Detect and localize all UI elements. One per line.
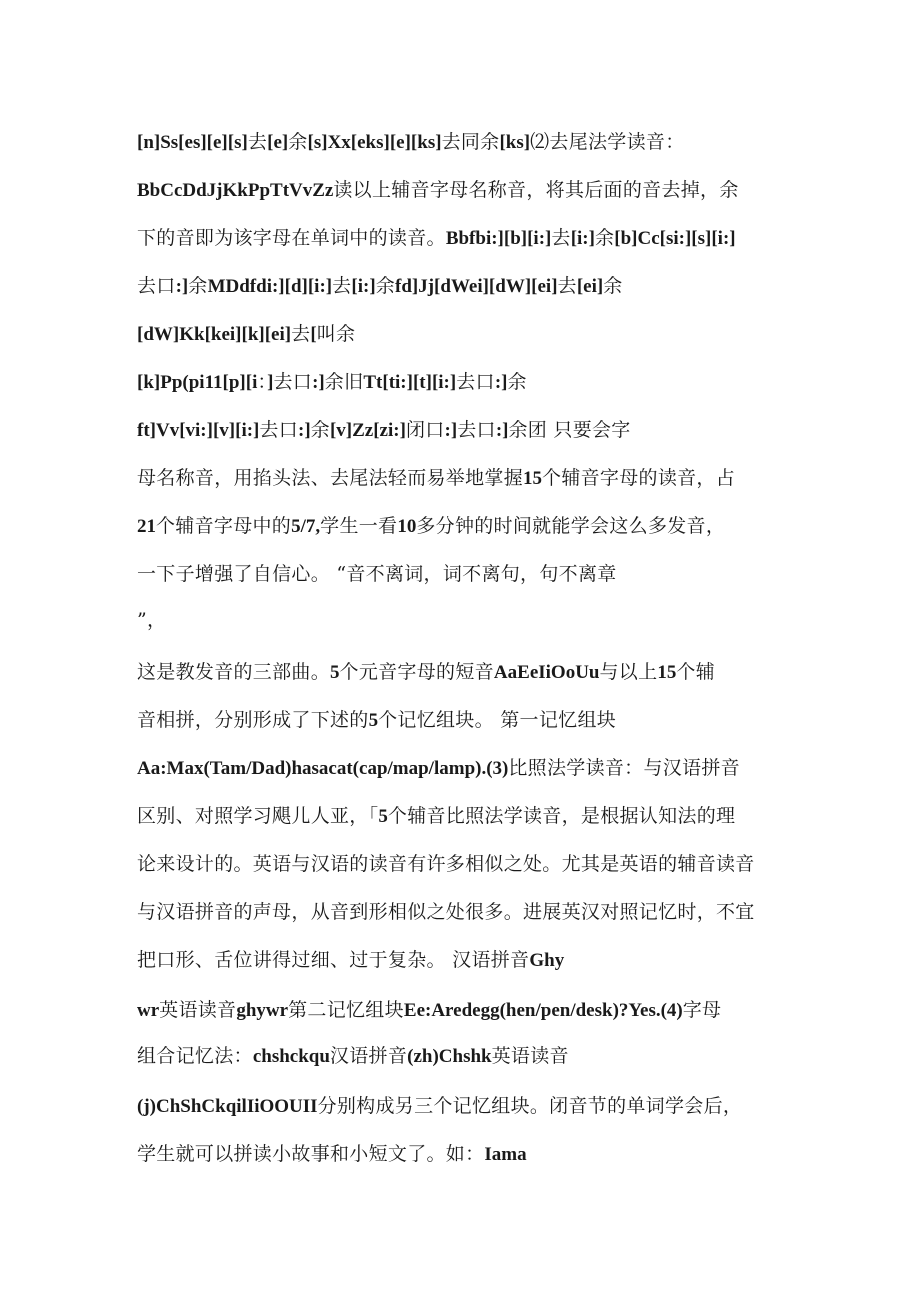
latin-run: 21	[137, 516, 156, 537]
latin-run: :]	[312, 372, 325, 393]
text-line: [dW]Kk[kei][k][ei]去[叫余	[137, 323, 356, 345]
text-line: 与汉语拼音的声母，从音到形相似之处很多。进展英汉对照记忆时，不宜	[137, 901, 755, 923]
latin-run: 15	[523, 468, 543, 489]
latin-run: [	[310, 324, 317, 345]
latin-run: BbCcDdJjKkPpTtVvZz	[137, 180, 334, 201]
latin-run: [i:]	[351, 276, 376, 297]
text-line: Aa:Max(Tam/Dad)hasacat(cap/map/lamp).(3)比照法学读音：与汉语拼音	[137, 757, 740, 779]
text-line: 下的音即为该字母在单词中的读音。Bbfbi:][b][i:]去[i:]余[b]Cc[si:][s][i:]	[137, 227, 736, 249]
latin-run: :]	[495, 420, 509, 441]
latin-run: Tt[ti:][t][i:]	[363, 372, 457, 393]
latin-run: [n]Ss[es][e][s]	[137, 132, 248, 153]
latin-run: ghywr	[236, 1000, 289, 1021]
latin-run: [v]Zz[zi:]	[329, 420, 406, 441]
text-line: [k]Pp(pi11[p][i：]去口:]余旧Tt[ti:][t][i:]去口:]余	[137, 371, 527, 393]
latin-run: 10	[397, 516, 417, 537]
text-line: 论来设计的。英语与汉语的读音有许多相似之处。尤其是英语的辅音读音	[137, 853, 755, 875]
latin-run: ]	[267, 372, 274, 393]
latin-run: :]	[298, 420, 311, 441]
latin-run: ft]Vv[vi:][v][i:]	[137, 420, 260, 441]
text-line: (j)ChShCkqilIiOOUII分别构成另三个记忆组块。闭音节的单词学会后，	[137, 1095, 743, 1117]
latin-run: [ei]	[576, 276, 604, 297]
latin-run: [dW]Kk[kei][k][ei]	[137, 324, 292, 345]
latin-run: :]	[494, 372, 508, 393]
text-line: 把口形、舌位讲得过细、过于复杂。 汉语拼音Ghy	[137, 949, 565, 971]
latin-run: [s]Xx[eks][e][ks]	[307, 132, 442, 153]
text-line: [n]Ss[es][e][s]去[e]余[s]Xx[eks][e][ks]去同余[ks]⑵去尾法学读音：	[137, 131, 685, 153]
latin-run: 5/7,	[291, 516, 321, 537]
latin-run: Aa:Max(Tam/Dad)hasacat(cap/map/lamp).(3)	[137, 758, 509, 779]
latin-run: [b]Cc[si:][s][i:]	[614, 228, 736, 249]
latin-run: Bbfbi:][b][i:]	[445, 228, 552, 249]
latin-run: (j)ChShCkqilIiOOUII	[137, 1096, 318, 1117]
text-line: 21个辅音字母中的5/7,学生一看10多分钟的时间就能学会这么多发音，	[137, 515, 726, 537]
latin-run: [i:]	[570, 228, 595, 249]
latin-run: :]	[444, 420, 458, 441]
text-line: wr英语读音ghywr第二记忆组块Ee:Aredegg(hen/pen/desk)?Yes.(4)字母	[137, 999, 722, 1021]
latin-run: :]	[175, 276, 189, 297]
latin-run: chshckqu	[252, 1046, 330, 1067]
latin-run: Ghy	[529, 950, 565, 971]
text-line: BbCcDdJjKkPpTtVvZz读以上辅音字母名称音，将其后面的音去掉，余	[137, 179, 739, 201]
latin-run: (zh)Chshk	[407, 1046, 492, 1067]
latin-run: [k]Pp(pi11[p][i	[137, 372, 258, 393]
text-line: 这是教发音的三部曲。5个元音字母的短音AaEeIiOoUu与以上15个辅	[137, 661, 716, 683]
latin-run: [e]	[267, 132, 289, 153]
latin-run: [ks]	[499, 132, 531, 153]
latin-run: 5	[330, 662, 340, 683]
text-line: 音相拼，分别形成了下述的5个记忆组块。 第一记忆组块	[137, 709, 617, 731]
latin-run: 15	[657, 662, 677, 683]
latin-run: 5	[368, 710, 379, 731]
latin-run: MDdfdi:][d][i:]	[207, 276, 333, 297]
text-line: 区别、对照学习飓儿人亚，「5个辅音比照法学读音，是根据认知法的理	[137, 805, 736, 827]
text-line: 母名称音，用掐头法、去尾法轻而易举地掌握15个辅音字母的读音，占	[137, 467, 736, 489]
latin-run: AaEeIiOoUu	[493, 662, 600, 683]
latin-run: wr	[137, 1000, 160, 1021]
latin-run: fd]Jj[dWei][dW][ei]	[395, 276, 558, 297]
latin-run: 5	[378, 806, 388, 827]
text-line: 去口:]余MDdfdi:][d][i:]去[i:]余fd]Jj[dWei][dW][ei]去[ei]余	[137, 275, 623, 297]
text-line: ft]Vv[vi:][v][i:]去口:]余[v]Zz[zi:]闭口:]去口:]余团 只要会字	[137, 419, 631, 441]
text-line: 学生就可以拼读小故事和小短文了。如：Iama	[137, 1143, 527, 1165]
text-line: ”，	[137, 609, 167, 631]
text-line: 组合记忆法：chshckqu汉语拼音(zh)Chshk英语读音	[137, 1045, 569, 1067]
latin-run: Ee:Aredegg(hen/pen/desk)?Yes.(4)	[403, 1000, 683, 1021]
latin-run: Iama	[484, 1144, 527, 1165]
text-line: 一下子增强了自信心。 “音不离词，词不离句，句不离章	[137, 563, 617, 585]
